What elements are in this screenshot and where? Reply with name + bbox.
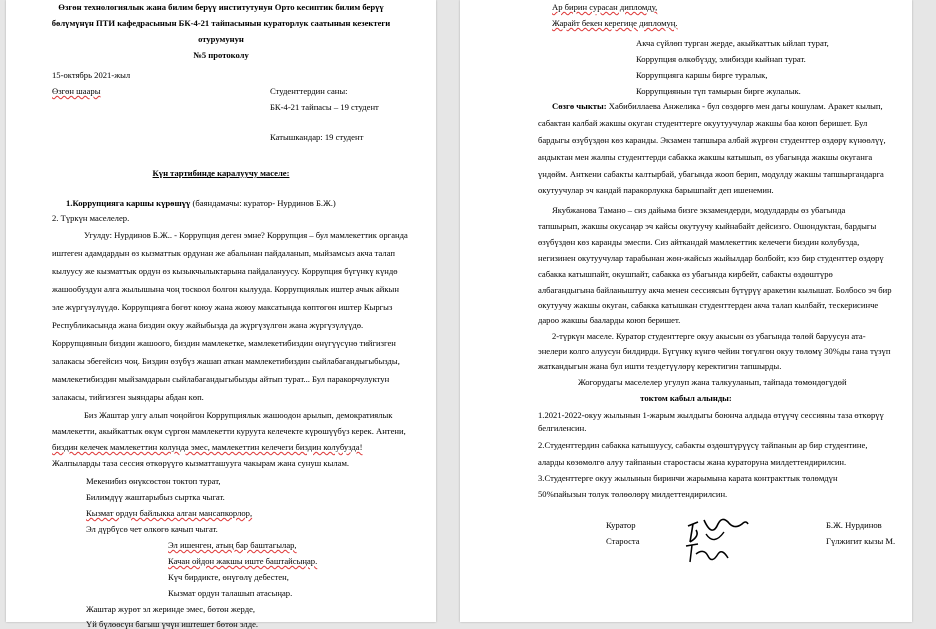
poem-line: Мекенибиз өнүксөстөн токтоп турат,	[86, 476, 221, 486]
conclusion-line: Жогорудагы маселелер угулуп жана талкууланып, тайпада төмөндөгүдөй	[578, 377, 847, 387]
body-line: Жалпыларды таза сессия өткөрүүгө кызматташууга чакырам жана сунуш кылам.	[52, 458, 350, 468]
body-line: негизинен окутуучулар тарабынан жөн-жайсыз жыйылдар болбойт, кээ бир студенттер өздөрү	[538, 253, 884, 263]
attended-count: Катышкандар: 19 студент	[270, 132, 364, 142]
decision-line: 3.Студенттерге окуу жылынын биринчи жарымына карата контракттык төлөмдүн	[538, 473, 838, 483]
decision-line: 50%пайызын толук төлөөлөрү милдеттендирилсин.	[538, 489, 728, 499]
poem-line: Күч бирдикте, өнүгөлү дебестен,	[168, 572, 289, 582]
decision-line: 2.Студенттердин сабакка катышуусу, сабакты өздөштүрүүсү тайпанын ар бир студентине,	[538, 440, 868, 450]
body-line: сабакка катышпайт, окушпайт, сабакка өз убагында кирбейт, сабакты өздөштүрө	[538, 269, 833, 279]
body-line: албагандыгына байланыштуу акча менен сессиясын бүтүрүү аракетин кылышат. Болбосо эч бир	[538, 285, 892, 295]
speech-line: окутуучулар эч кандай паракорлукка барышпайт деп ишенемин.	[538, 185, 774, 195]
body-line: жаткандыгын жана бул ишти тездетүүлөрү керектигин тапшырды.	[538, 361, 782, 371]
body-line: энелери колго алуусун билдирди. Бүгүнкү күнгө чейин төгүлгөн окуу төлөмү 30%ды гана түзүп	[538, 346, 891, 356]
poem-line: Кызмат ордун талашып атасыңар.	[168, 588, 293, 598]
header-line: отурумунун	[198, 34, 244, 44]
decision-line: белгиленсин.	[538, 423, 587, 433]
agenda-title: Күн тартибинде каралуучу маселе:	[152, 168, 290, 178]
poem-line: Ар бирин сурасан дипломду,	[552, 2, 658, 12]
decision-title: токтом кабыл алынды:	[640, 393, 732, 403]
body-line: Коррупциянын биздин жашоого, биздин мамлекетке, мамлекетибиздин өнүгүүсүнө тийгизген	[52, 338, 396, 348]
poem-line: Коррупцияга каршы бирге туралык,	[636, 70, 768, 80]
poem-line: Кызмат ордун байлыкка алган мансапкорлор,	[86, 508, 253, 518]
poem-line: Эл ишенген, атың бар баштагылар,	[168, 540, 297, 550]
head-signature	[682, 540, 742, 570]
meeting-date: 15-октябрь 2021-жыл	[52, 70, 131, 80]
body-line: Якубжанова Тамано – сиз дайыма бизге экзамендерди, модулдарды өз убагында	[552, 205, 846, 215]
group-line: БК-4-21 тайпасы – 19 студент	[270, 102, 379, 112]
speech-line: Сөзгө чыкты: Хабибиллаева Анжелика - бул сөздөргө мен дагы кошулам. Аракет кылып,	[552, 101, 883, 111]
body-line: окутуучу жакшы окуган, сабакка катышкан студенттерден акча талап кылбайт, тескерисинче	[538, 300, 879, 310]
document-page-right	[460, 0, 912, 622]
body-line: 2-түркүн маселе. Куратор студенттерге окуу акысын өз убагында төлөй баруусун ата-	[552, 331, 866, 341]
speech-line: сабактан калбай жакшы окуган студенттерге окуутуучулар жакшы баа коюп беришет. Бул	[538, 118, 868, 128]
document-page-left	[6, 0, 436, 629]
body-line: залакасы, тийгизген зыяндары абдан көп.	[52, 392, 204, 402]
poem-line: Үй бүлөөсүн багыш үчүн иштешет бөтөн элде.	[86, 619, 259, 629]
decision-line: аларды көзөмөлгө алуу тайпанын старостасы жана кураторуна милдеттендирилсин.	[538, 457, 847, 467]
curator-label: Куратор	[606, 520, 636, 530]
agenda-item-1: 1.Коррупцияга каршы күрөшүү (баяндамачы: куратор- Нурдинов Б.Ж.)	[66, 198, 336, 208]
decision-line: 1.2021-2022-окуу жылынын 1-жарым жылдыгы боюнча алдыда өтүүчү сессияны таза өткөрүү	[538, 410, 884, 420]
poem-line: Акча сүйлөп турган жерде, акыйкаттык ыйлап турат,	[636, 38, 829, 48]
poem-line: Коррупциянын түп тамырын бирге жулалык.	[636, 86, 801, 96]
poem-line: Билимдүү жаштарыбыз сыртка чыгат.	[86, 492, 225, 502]
students-count-label: Студенттердин саны:	[270, 86, 348, 96]
body-line: Биз Жаштар улгу алып чоңойгон Коррупциялык жашоодон арылып, демократиялык	[84, 410, 393, 420]
body-line: биздин келечек мамлекеттин колунда эмес, мамлекеттин келечеги биздин колубузда!	[52, 442, 363, 452]
head-name: Гүлжигит кызы М.	[826, 536, 896, 546]
speech-line: бардыгы өзүбүздөн көз каранды. Экзамен тапшыра албай жүргөн студенттер өздөрү күнөөлүү,	[538, 135, 886, 145]
poem-line: Жарайт бекен керегиңе дипломуң.	[552, 18, 678, 28]
speech-line: үндөйм. Анткени сабакты калтырбай, убагында жооп берип, модулду жакшы тапшыргандарга	[538, 169, 884, 179]
body-line: мамлекетибиздин мыйзамдарын сыйлабагандыгыбызды айтып турат... Бул паракорчулуктун	[52, 374, 390, 384]
curator-name: Б.Ж. Нурдинов	[826, 520, 882, 530]
body-line: Угулду: Нурдинов Б.Ж.. - Коррупция деген эмне? Коррупция – бул мамлекеттик органда	[84, 230, 408, 240]
poem-line: Эл дүрбүсө чет өлкөгө качып чыгат.	[86, 524, 218, 534]
body-line: мамлекетти, акыйкаттык өкүм сүргөн мамлекетти куруута келечекте күрөшүүбүз керек. Антени,	[52, 426, 406, 436]
body-line: эле жүргүзүлүүдө. Коррупцияга бөгөт коюу жана жоюу максатында көптөгөн иштер Кыргыз	[52, 302, 393, 312]
meeting-city: Өзгөн шаары	[52, 86, 101, 96]
body-line: иштеген адамдардын өз кызматтык ордунан же абалынан пайдаланып, мыйзамсыз акча талап	[52, 248, 396, 258]
protocol-number: №5 протоколу	[193, 50, 249, 60]
poem-line: Качан ойдон жакшы иште баштайсыңар.	[168, 556, 318, 566]
header-line: Өзгөн технологиялык жана билим берүү институтунун Орто кесиптик билим берүү	[58, 2, 384, 12]
header-line: бөлүмүнүн ПТИ кафедрасынын БК-4-21 тайпасынын кураторлук саатынын кезектеги	[51, 18, 391, 28]
body-line: кылуусу же кызматтык ордун өз кызыкчылыктарына пайдалануусу. Коррупция бүгүнкү күндө	[52, 266, 398, 276]
poem-line: Коррупция өлкөбүзду, элибизди кыйнап турат.	[636, 54, 806, 64]
head-label: Староста	[606, 536, 640, 546]
body-line: дароо жакшы бааларды коюп беришет.	[538, 315, 681, 325]
speech-line: андыктан мен жалпы студенттерди сабакка жакшы катышып, өз убагында жакшы окуганга	[538, 152, 873, 162]
body-line: өзүбүздөн көз каранды эмеспи. Сиз айткандай мамлекеттик келечеги биздин колубузда,	[538, 237, 860, 247]
agenda-item-2: 2. Түркүн маселелер.	[52, 213, 130, 223]
body-line: жашообуздун алга жылышына чоң тоскоол болгон кылууда. Коррупциялык иштер ачык айкын	[52, 284, 399, 294]
poem-line: Жаштар журөт эл жеринде эмес, бөтөн жерде,	[86, 604, 256, 614]
vertical-scrollbar[interactable]	[916, 0, 936, 622]
body-line: залакасы эбегейсиз чоң. Биздин өзүбүз жашап аткан мамлекетибиздин сыйлабагандыгыбызды,	[52, 356, 400, 366]
body-line: тапшырып, жакшы окусаңар эч кайсы окутуучу кыйнабайт дейсизго. Ошондуктан, бардыгы	[538, 221, 877, 231]
body-line: Республикасында жана биздин окуу жайыбызда да жүргүзүлгөн жана жүргүзүлүүдө.	[52, 320, 364, 330]
